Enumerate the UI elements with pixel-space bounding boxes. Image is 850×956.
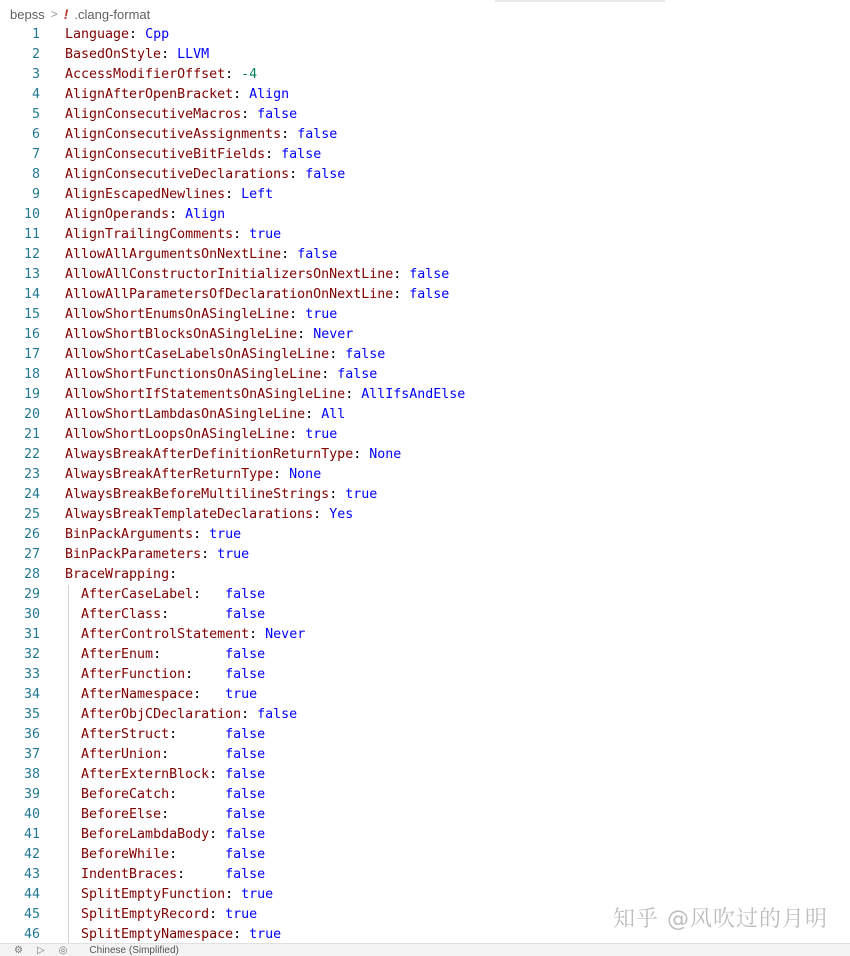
line-number: 28 (23, 567, 40, 582)
code-line[interactable] (0, 465, 850, 485)
line-number: 31 (23, 627, 40, 642)
code-line[interactable] (0, 385, 850, 405)
code-content: AfterNamespace: true (81, 687, 258, 702)
yaml-value: false (257, 707, 298, 722)
line-number: 1 (31, 27, 40, 42)
code-line[interactable] (0, 325, 850, 345)
watermark: 知乎 @风吹过的月明 (613, 907, 828, 932)
code-line[interactable] (0, 645, 850, 665)
code-line[interactable] (0, 845, 850, 865)
line-number: 19 (23, 387, 40, 402)
yaml-value: Never (265, 627, 306, 642)
yaml-value: LLVM (177, 47, 210, 62)
yaml-key: BeforeWhile (81, 847, 170, 862)
code-content: BraceWrapping: (65, 567, 178, 582)
line-number: 23 (23, 467, 40, 482)
yaml-key: AlignConsecutiveMacros (65, 107, 242, 122)
yaml-value: false (225, 787, 266, 802)
code-line[interactable] (0, 865, 850, 885)
code-line[interactable] (0, 165, 850, 185)
yaml-value: false (225, 767, 266, 782)
yaml-key: BinPackParameters (65, 547, 202, 562)
code-line[interactable] (0, 705, 850, 725)
code-line[interactable] (0, 685, 850, 705)
yaml-value: true (345, 487, 378, 502)
line-number: 45 (23, 907, 40, 922)
breadcrumb-file[interactable]: .clang-format (74, 6, 151, 22)
line-number: 26 (23, 527, 40, 542)
code-line[interactable] (0, 365, 850, 385)
line-number: 3 (31, 67, 40, 82)
code-line[interactable] (0, 605, 850, 625)
code-line[interactable] (0, 625, 850, 645)
line-number: 41 (23, 827, 40, 842)
yaml-value: false (337, 367, 378, 382)
yaml-key: AlignEscapedNewlines (65, 187, 226, 202)
yaml-value: true (249, 227, 282, 242)
yaml-value: Left (241, 187, 274, 202)
yaml-value: false (225, 847, 266, 862)
yaml-value: false (257, 107, 298, 122)
code-line[interactable] (0, 105, 850, 125)
code-line[interactable] (0, 805, 850, 825)
code-content: AlignConsecutiveDeclarations: false (65, 167, 346, 182)
yaml-value: false (225, 647, 266, 662)
yaml-key: BinPackArguments (65, 527, 194, 542)
code-line[interactable] (0, 425, 850, 445)
line-number: 30 (23, 607, 40, 622)
code-line[interactable] (0, 245, 850, 265)
line-number: 14 (23, 287, 40, 302)
yaml-key: AccessModifierOffset (65, 67, 226, 82)
yaml-value: true (225, 907, 258, 922)
code-content: AllowShortCaseLabelsOnASingleLine: false (65, 347, 386, 362)
yaml-value: false (305, 167, 346, 182)
yaml-value: All (321, 407, 346, 422)
code-content: AllowShortBlocksOnASingleLine: Never (65, 327, 354, 342)
line-number: 2 (31, 47, 40, 62)
code-line[interactable] (0, 785, 850, 805)
yaml-key: AfterUnion (81, 747, 162, 762)
status-bar (0, 943, 850, 956)
yaml-value: None (369, 447, 402, 462)
line-number: 7 (31, 147, 40, 162)
yaml-key: AfterCaseLabel (81, 587, 194, 602)
yaml-value: false (297, 127, 338, 142)
line-number: 36 (23, 727, 40, 742)
code-content: IndentBraces: false (81, 867, 266, 882)
line-number: 33 (23, 667, 40, 682)
code-line[interactable] (0, 305, 850, 325)
code-line[interactable] (0, 25, 850, 45)
code-line[interactable] (0, 285, 850, 305)
yaml-key: AllowShortEnumsOnASingleLine (65, 307, 290, 322)
yaml-key: SplitEmptyRecord (81, 907, 210, 922)
yaml-key: AfterExternBlock (81, 767, 210, 782)
yaml-value: true (241, 887, 274, 902)
yaml-value: false (225, 727, 266, 742)
code-content: AlignTrailingComments: true (65, 227, 282, 242)
code-line[interactable] (0, 585, 850, 605)
code-content: BeforeWhile: false (81, 847, 266, 862)
yaml-value: AllIfsAndElse (361, 387, 466, 402)
yaml-value: true (217, 547, 250, 562)
yaml-key: AfterStruct (81, 727, 170, 742)
yaml-key: AllowAllArgumentsOnNextLine (65, 247, 282, 262)
yaml-value: false (409, 267, 450, 282)
code-content: AlignEscapedNewlines: Left (65, 187, 274, 202)
line-number: 34 (23, 687, 40, 702)
broadcast-icon[interactable]: ◎ (58, 944, 68, 956)
code-editor[interactable] (0, 25, 850, 945)
yaml-key: AfterObjCDeclaration (81, 707, 242, 722)
code-content: AlignConsecutiveBitFields: false (65, 147, 322, 162)
yaml-key: BraceWrapping (65, 567, 170, 582)
line-number: 40 (23, 807, 40, 822)
code-content: AfterCaseLabel: false (81, 587, 266, 602)
code-line[interactable] (0, 505, 850, 525)
code-line[interactable] (0, 125, 850, 145)
line-number: 42 (23, 847, 40, 862)
code-content: BeforeCatch: false (81, 787, 266, 802)
yaml-key: AlignOperands (65, 207, 170, 222)
code-line[interactable] (0, 265, 850, 285)
code-content: AccessModifierOffset: -4 (65, 67, 258, 82)
code-line[interactable] (0, 565, 850, 585)
code-content: AllowAllParametersOfDeclarationOnNextLine: false (65, 287, 450, 302)
yaml-key: AfterFunction (81, 667, 186, 682)
line-number: 18 (23, 367, 40, 382)
yaml-value: false (345, 347, 386, 362)
code-content: AfterControlStatement: Never (81, 627, 306, 642)
yaml-key: AllowShortBlocksOnASingleLine (65, 327, 298, 342)
yaml-value: false (225, 867, 266, 882)
line-number: 6 (31, 127, 40, 142)
yaml-value: false (225, 747, 266, 762)
yaml-key: AlignTrailingComments (65, 227, 234, 242)
yaml-key: BasedOnStyle (65, 47, 162, 62)
code-content: AfterClass: false (81, 607, 266, 622)
code-line[interactable] (0, 745, 850, 765)
line-number: 9 (31, 187, 40, 202)
line-number: 20 (23, 407, 40, 422)
yaml-value: false (225, 827, 266, 842)
code-content: SplitEmptyNamespace: true (81, 927, 282, 942)
line-number: 35 (23, 707, 40, 722)
yaml-value: Never (313, 327, 354, 342)
code-line[interactable] (0, 825, 850, 845)
code-content: SplitEmptyRecord: true (81, 907, 258, 922)
yaml-key: AlwaysBreakBeforeMultilineStrings (65, 487, 330, 502)
code-line[interactable] (0, 65, 850, 85)
code-line[interactable] (0, 45, 850, 65)
line-number: 39 (23, 787, 40, 802)
yaml-key: AllowShortCaseLabelsOnASingleLine (65, 347, 330, 362)
code-line[interactable] (0, 485, 850, 505)
code-content: AfterStruct: false (81, 727, 266, 742)
yaml-key: AllowShortFunctionsOnASingleLine (65, 367, 322, 382)
code-content: AlignConsecutiveMacros: false (65, 107, 298, 122)
yaml-key: IndentBraces (81, 867, 178, 882)
yaml-key: AllowAllParametersOfDeclarationOnNextLine (65, 287, 394, 302)
yaml-key: BeforeElse (81, 807, 162, 822)
yaml-value: false (225, 607, 266, 622)
code-line[interactable] (0, 665, 850, 685)
yaml-value: false (225, 587, 266, 602)
line-number: 15 (23, 307, 40, 322)
code-line[interactable] (0, 185, 850, 205)
yaml-key: AfterEnum (81, 647, 154, 662)
code-line[interactable] (0, 525, 850, 545)
line-number: 5 (31, 107, 40, 122)
code-content: AlignConsecutiveAssignments: false (65, 127, 338, 142)
code-line[interactable] (0, 405, 850, 425)
code-content: AfterEnum: false (81, 647, 266, 662)
breadcrumb (0, 0, 850, 28)
code-line[interactable] (0, 205, 850, 225)
code-content: AlwaysBreakBeforeMultilineStrings: true (65, 487, 378, 502)
yaml-key: AfterClass (81, 607, 162, 622)
line-number: 10 (23, 207, 40, 222)
code-content: AfterUnion: false (81, 747, 266, 762)
yaml-value: false (225, 807, 266, 822)
code-content: BasedOnStyle: LLVM (65, 47, 210, 62)
yaml-key: BeforeLambdaBody (81, 827, 210, 842)
code-content: AllowShortLambdasOnASingleLine: All (65, 407, 346, 422)
yaml-value: Yes (329, 507, 354, 522)
yaml-key: AlwaysBreakTemplateDeclarations (65, 507, 314, 522)
code-content: AllowAllConstructorInitializersOnNextLine: false (65, 267, 450, 282)
code-content: BinPackParameters: true (65, 547, 250, 562)
yaml-key: AllowAllConstructorInitializersOnNextLine (65, 267, 394, 282)
yaml-value: false (281, 147, 322, 162)
code-line[interactable] (0, 85, 850, 105)
code-line[interactable] (0, 765, 850, 785)
yaml-key: AlignConsecutiveDeclarations (65, 167, 290, 182)
line-number: 25 (23, 507, 40, 522)
yaml-key: BeforeCatch (81, 787, 170, 802)
yaml-value: None (289, 467, 322, 482)
yaml-value: Align (249, 87, 290, 102)
code-line[interactable] (0, 225, 850, 245)
yaml-key: AlignConsecutiveAssignments (65, 127, 282, 142)
code-content: AlwaysBreakTemplateDeclarations: Yes (65, 507, 354, 522)
yaml-value: true (249, 927, 282, 942)
yaml-value: false (409, 287, 450, 302)
code-content: BeforeLambdaBody: false (81, 827, 266, 842)
yaml-value: true (225, 687, 258, 702)
code-content: AllowShortIfStatementsOnASingleLine: AllIfsAndElse (65, 387, 466, 402)
chevron-right-icon: > (50, 7, 58, 21)
settings-icon[interactable]: ⚙ (14, 944, 23, 956)
yaml-value: -4 (241, 67, 258, 82)
line-number: 22 (23, 447, 40, 462)
line-number: 46 (23, 927, 40, 942)
line-number: 16 (23, 327, 40, 342)
code-content: AllowShortLoopsOnASingleLine: true (65, 427, 338, 442)
yaml-key: AlignConsecutiveBitFields (65, 147, 266, 162)
code-content: AllowAllArgumentsOnNextLine: false (65, 247, 338, 262)
line-number: 38 (23, 767, 40, 782)
code-content: AlwaysBreakAfterDefinitionReturnType: None (65, 447, 402, 462)
yaml-key: AfterControlStatement (81, 627, 250, 642)
line-number: 29 (23, 587, 40, 602)
code-content: AlwaysBreakAfterReturnType: None (65, 467, 322, 482)
line-number: 44 (23, 887, 40, 902)
line-number: 32 (23, 647, 40, 662)
code-content: AlignAfterOpenBracket: Align (65, 87, 290, 102)
code-content: AfterObjCDeclaration: false (81, 707, 298, 722)
yaml-value: true (305, 427, 338, 442)
code-line[interactable] (0, 445, 850, 465)
yaml-key: SplitEmptyFunction (81, 887, 226, 902)
yaml-value: false (297, 247, 338, 262)
yaml-file-icon: ! (63, 6, 69, 22)
yaml-value: Cpp (145, 27, 170, 42)
code-content: AllowShortFunctionsOnASingleLine: false (65, 367, 378, 382)
play-icon[interactable]: ▷ (36, 944, 45, 956)
code-content: AfterExternBlock: false (81, 767, 266, 782)
breadcrumb-folder[interactable]: bepss (10, 6, 45, 22)
line-number: 4 (31, 87, 40, 102)
code-content: SplitEmptyFunction: true (81, 887, 274, 902)
line-number: 12 (23, 247, 40, 262)
line-number: 27 (23, 547, 40, 562)
yaml-key: AfterNamespace (81, 687, 194, 702)
line-number: 11 (23, 227, 40, 242)
yaml-value: Align (185, 207, 226, 222)
code-line[interactable] (0, 345, 850, 365)
code-line[interactable] (0, 145, 850, 165)
yaml-key: AllowShortIfStatementsOnASingleLine (65, 387, 346, 402)
yaml-key: AlignAfterOpenBracket (65, 87, 234, 102)
line-number: 17 (23, 347, 40, 362)
line-number: 21 (23, 427, 40, 442)
yaml-key: AllowShortLambdasOnASingleLine (65, 407, 306, 422)
yaml-key: AlwaysBreakAfterReturnType (65, 467, 274, 482)
yaml-key: AlwaysBreakAfterDefinitionReturnType (65, 447, 354, 462)
line-number: 37 (23, 747, 40, 762)
line-number: 13 (23, 267, 40, 282)
yaml-value: true (305, 307, 338, 322)
line-number: 24 (23, 487, 40, 502)
line-number: 43 (23, 867, 40, 882)
status-language[interactable]: Chinese (Simplified) (89, 944, 179, 956)
yaml-value: false (225, 667, 266, 682)
yaml-key: AllowShortLoopsOnASingleLine (65, 427, 290, 442)
line-number: 8 (31, 167, 40, 182)
code-content: AlignOperands: Align (65, 207, 226, 222)
yaml-value: true (209, 527, 242, 542)
yaml-key: SplitEmptyNamespace (81, 927, 234, 942)
code-content: AllowShortEnumsOnASingleLine: true (65, 307, 338, 322)
code-content: BeforeElse: false (81, 807, 266, 822)
code-line[interactable] (0, 725, 850, 745)
yaml-key: Language (65, 27, 130, 42)
code-content: Language: Cpp (65, 27, 170, 42)
code-content: AfterFunction: false (81, 667, 266, 682)
code-line[interactable] (0, 545, 850, 565)
code-content: BinPackArguments: true (65, 527, 242, 542)
